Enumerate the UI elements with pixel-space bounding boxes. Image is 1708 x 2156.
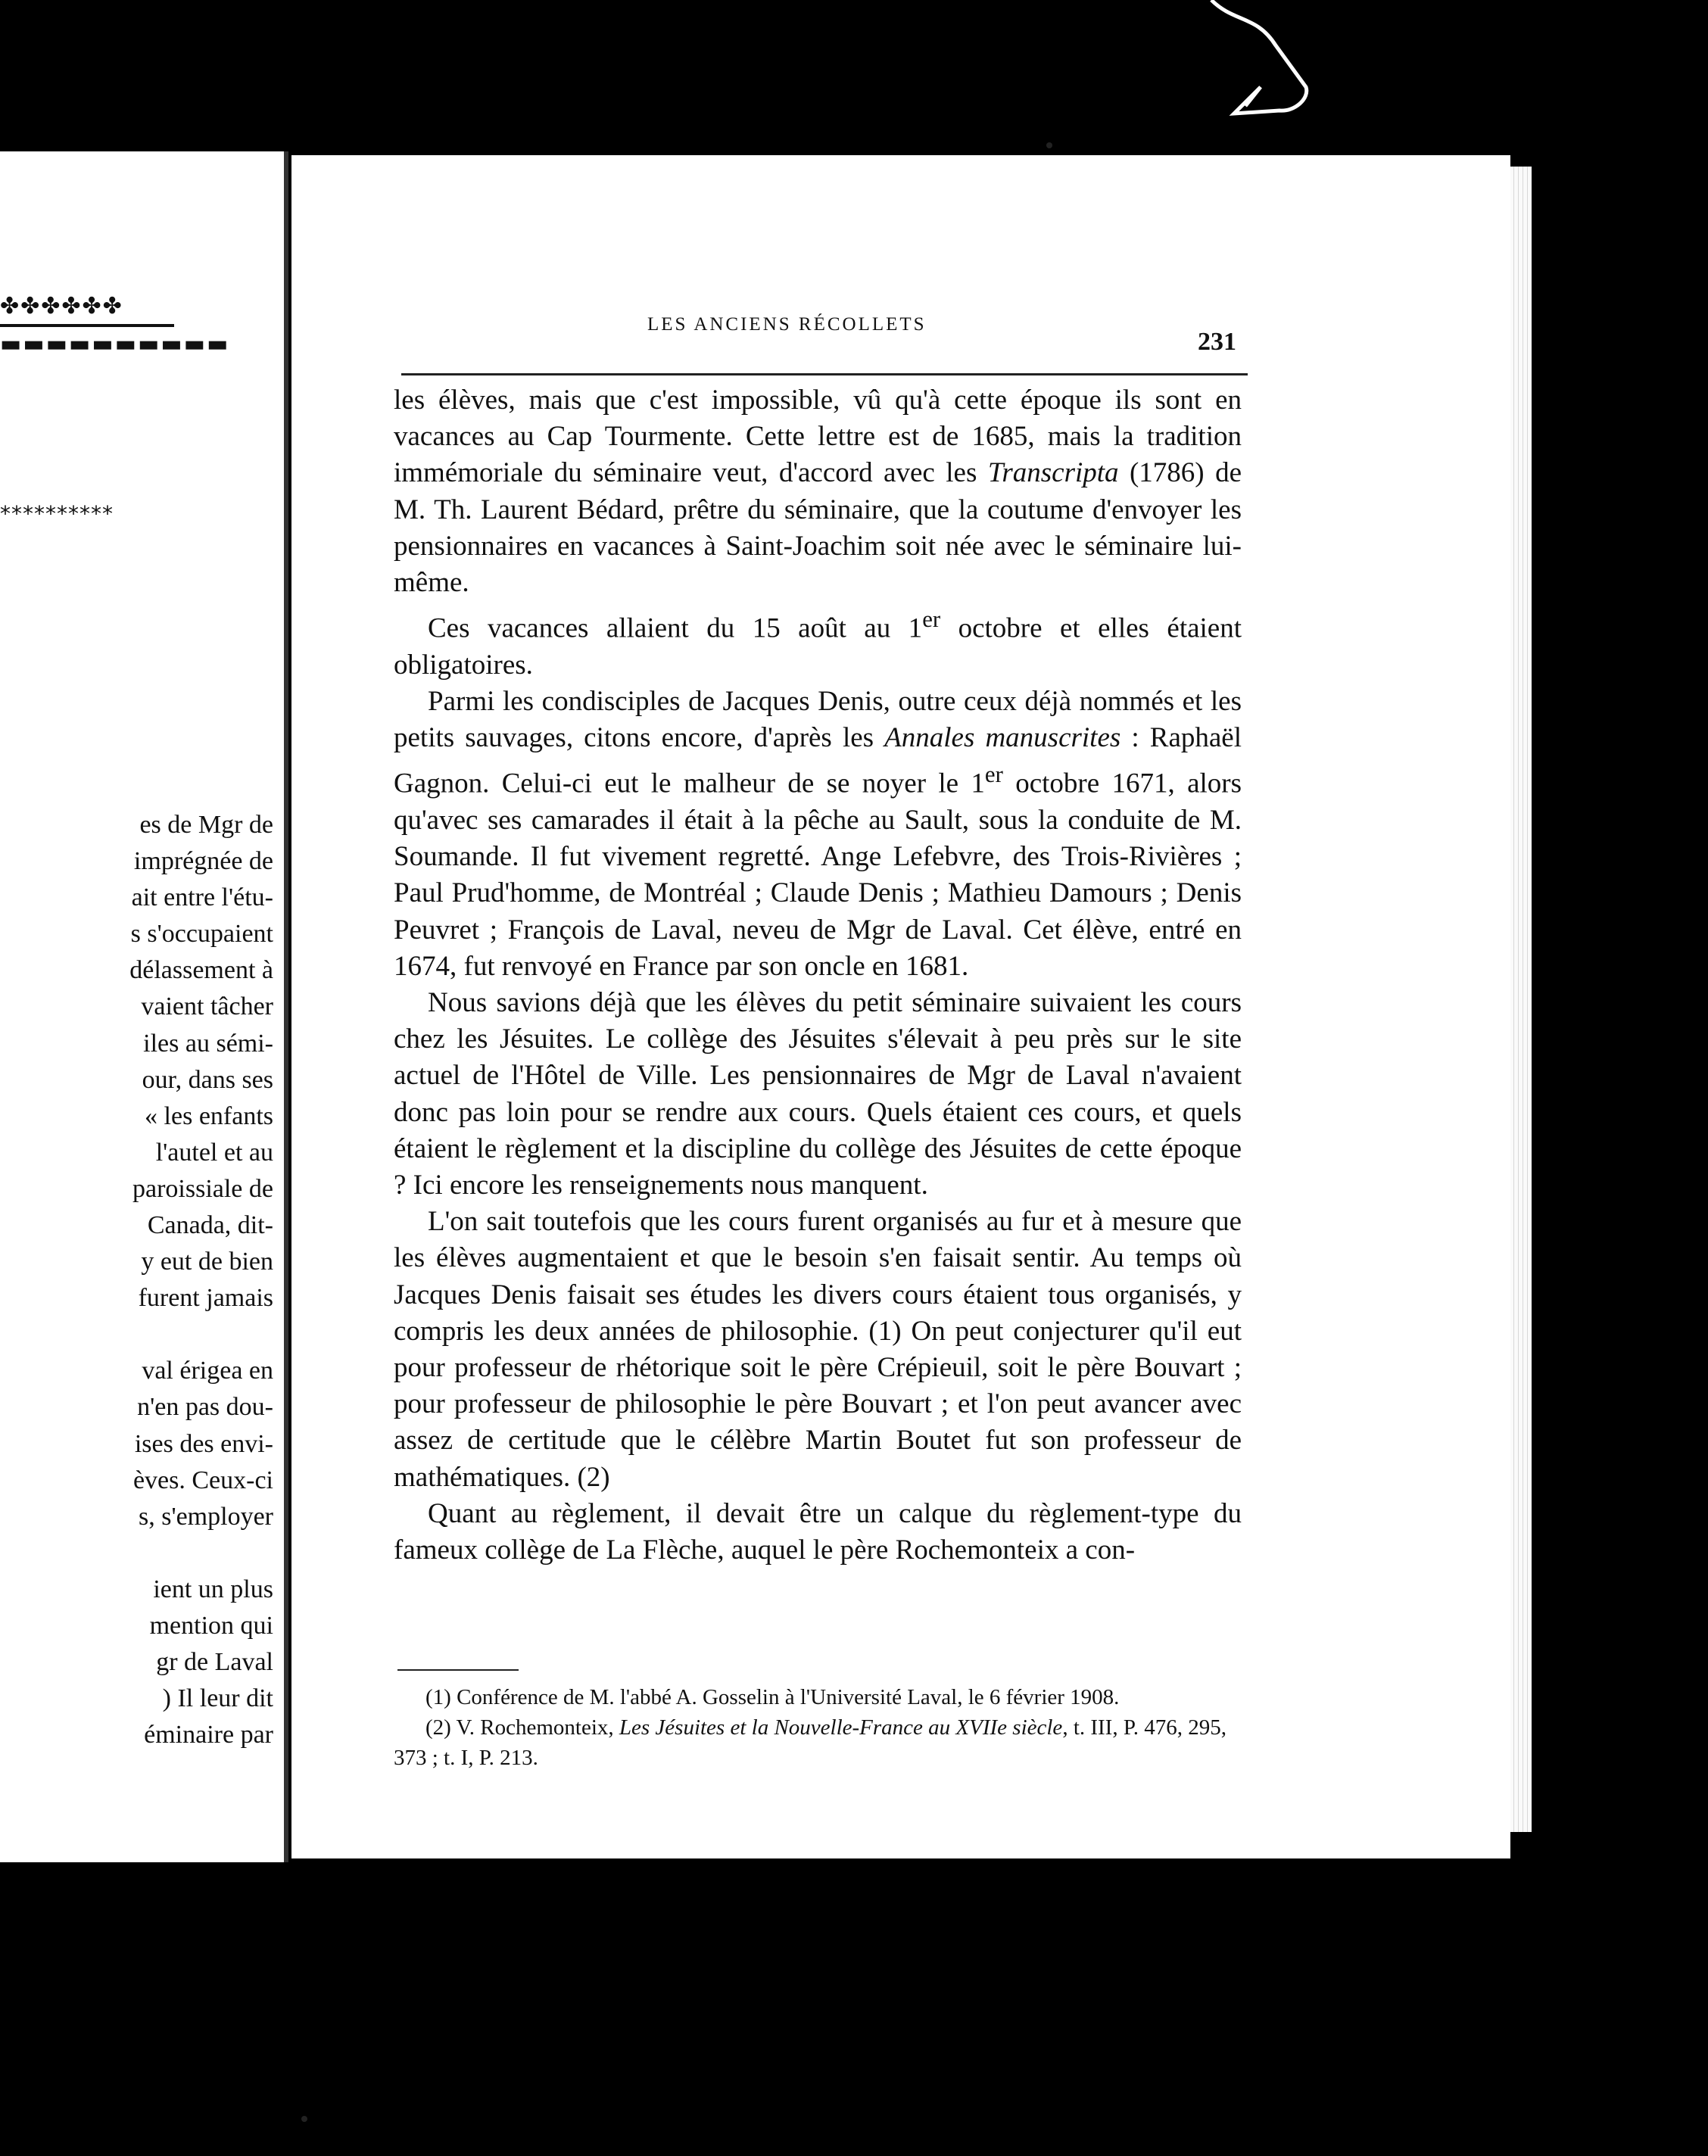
text: : Raphaël Gagnon. Celui-ci eut le malheur de se noyer le 1 [394, 722, 1242, 799]
page-number: 231 [1198, 328, 1236, 356]
text: octobre 1671, alors qu'avec ses camarades il était à la pêche au Sault, sous la conduite de M. Soumande. Il fut vivement regretté. Ange Lefebvre, des Trois-Rivières ; Paul Prud'homme, de Montréal ; Claude Denis ; Mathieu Damours ; Denis Peuvret ; François de Laval, neveu de Mgr de Laval. Cet élève, entré en 1674, fut renvoyé en France par son oncle en 1681. [394, 768, 1242, 982]
paragraph-3 [394, 684, 1242, 985]
left-page-line: éminaire par [144, 1721, 273, 1749]
italic-title: Les Jésuites et la Nouvelle-France au XVIIe siècle [619, 1715, 1063, 1740]
paragraph-4: Nous savions déjà que les élèves du petit séminaire suivaient les cours chez les Jésuites. Le collège des Jésuites s'élevait à peu près sur le site actuel de l'Hôtel de Ville. Les pensionnaires de Mgr de Laval n'avaient donc pas loin pour se rendre aux cours. Quels étaient ces cours, et quels étaient le règlement et la discipline du collège des Jésuites de cette époque ? Ici encore les renseignements nous manquent. [394, 986, 1242, 1201]
left-page-gap [129, 1316, 273, 1353]
left-page-line: ises des envi- [134, 1429, 273, 1458]
left-page-line: s s'occupaient [130, 920, 273, 949]
left-page-line: n'en pas dou- [137, 1393, 273, 1422]
superscript: er [984, 762, 1003, 788]
left-page-line: Canada, dit- [147, 1211, 273, 1240]
left-page-line: l'autel et au [155, 1138, 273, 1167]
paragraph-2 [394, 601, 1242, 684]
left-page-line: s, s'employer [139, 1502, 273, 1531]
left-page-line: ) Il leur dit [162, 1684, 273, 1713]
italic-title: Transcripta [987, 457, 1119, 489]
left-page-line: gr de Laval [156, 1647, 273, 1676]
speck [1046, 142, 1052, 148]
left-page-line: val érigea en [142, 1357, 273, 1385]
text: (1786) de M. Th. Laurent Bédard, prêtre du séminaire, que la coutume d'envoyer les pensionnaires en vacances à Saint-Joachim soit née avec le séminaire lui-même. [394, 457, 1242, 599]
paragraph-5: L'on sait toutefois que les cours furent organisés au fur et à mesure que les élèves augmentaient et que le besoin s'en faisait sentir. Au temps où Jacques Denis faisait ses études les divers cours étaient tous organisés, y compris les deux années de philosophie. (1) On peut conjecturer qu'il eut pour professeur de rhétorique soit le père Crépieuil, soit le père Bouvart ; pour professeur de philosophie le père Bouvart ; et l'on peut avancer avec assez de certitude que le célèbre Martin Boutet fut son professeur de mathématiques. (2) [394, 1206, 1242, 1493]
text: , t. III, P. 476, 295, 373 ; t. I, P. 213. [394, 1715, 1227, 1770]
left-page-line: délassement à [129, 956, 273, 985]
text: les élèves, mais que c'est impossible, vû qu'à cette époque ils sont en vacances au Cap Tourmente. Cette lettre est de 1685, mais la tradition immémoriale du séminaire veut, d'accord avec les [394, 385, 1242, 489]
left-page-line: èves. Ceux-ci [132, 1466, 273, 1494]
left-page-line: ient un plus [153, 1575, 273, 1603]
text: Parmi les condisciples de Jacques Denis, outre ceux déjà nommés et les petits sauvages, citons encore, d'après les [394, 685, 1242, 754]
paragraph-6: Quant au règlement, il devait être un calque du règlement-type du fameux collège de La Flèche, auquel le père Rochemonteix a con- [394, 1497, 1242, 1566]
ribbon-bookmark [1204, 0, 1317, 132]
text: Ces vacances allaient du 15 août au 1 [428, 612, 923, 644]
text: (2) V. Rochemonteix, [425, 1715, 619, 1740]
footnotes [394, 1682, 1242, 1773]
left-page-gap [129, 1535, 273, 1572]
footnote-rule [397, 1669, 519, 1671]
left-page-line: iles au sémi- [143, 1029, 273, 1058]
text: octobre et elles étaient obligatoires. [394, 612, 1242, 681]
ornament-rule [0, 324, 174, 327]
left-page-line: paroissiale de [132, 1174, 273, 1203]
left-page-line: our, dans ses [142, 1065, 273, 1094]
header-rule [401, 373, 1248, 375]
paragraph-1 [394, 382, 1242, 601]
left-page-line: « les enfants [145, 1101, 273, 1130]
footnote-2 [394, 1712, 1242, 1773]
left-page-line: mention qui [149, 1611, 273, 1640]
italic-title: Annales manuscrites [884, 722, 1121, 754]
superscript: er [922, 606, 941, 633]
left-page [0, 151, 288, 1862]
left-page-line: es de Mgr de [139, 811, 273, 839]
footnote-1: (1) Conférence de M. l'abbé A. Gosselin à l'Université Laval, le 6 février 1908. [425, 1685, 1120, 1709]
ornament-band: ▬▬▬▬▬▬▬▬▬▬ [0, 331, 230, 357]
left-page-text [129, 807, 273, 1753]
ornament-border [0, 293, 230, 366]
ornament-stars: ********** [0, 501, 114, 526]
body-text [394, 382, 1242, 1569]
left-page-line: ait entre l'étu- [131, 883, 273, 912]
running-head: LES ANCIENS RÉCOLLETS [647, 314, 927, 335]
left-page-line: furent jamais [138, 1284, 273, 1313]
ornament-leaves: ✤✤✤✤✤✤ [0, 293, 123, 319]
speck [301, 2116, 307, 2122]
left-page-line: y eut de bien [141, 1248, 273, 1276]
left-page-line: vaient tâcher [141, 992, 273, 1021]
left-page-line: imprégnée de [133, 847, 273, 876]
